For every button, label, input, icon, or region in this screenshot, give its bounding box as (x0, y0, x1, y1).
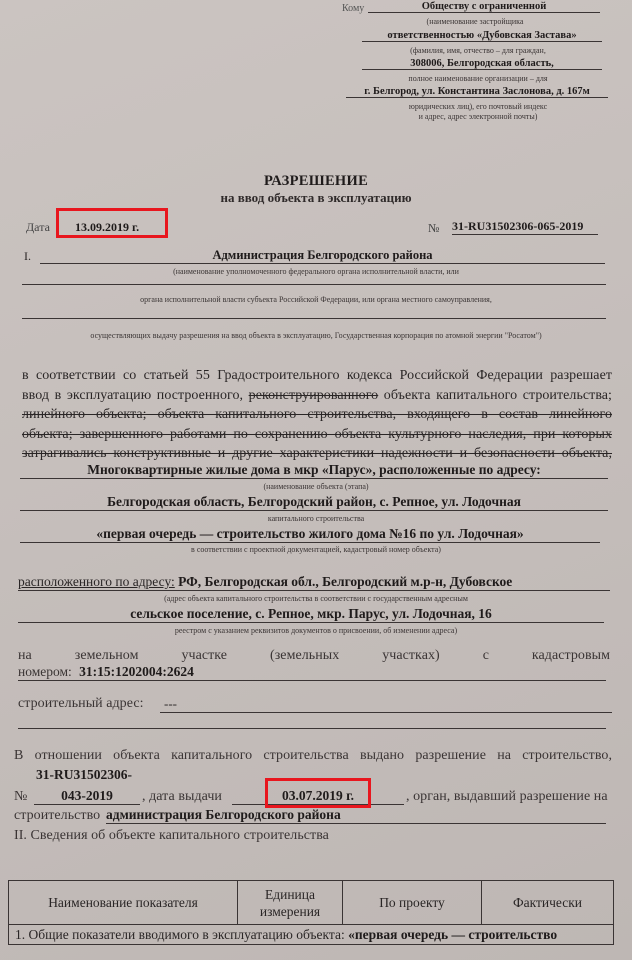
word: (земельных (270, 648, 340, 663)
issuing-org-value: администрация Белгородского района (106, 807, 606, 824)
date-value: 13.09.2019 г. (75, 220, 140, 234)
addressee-hint3: полное наименование организации – для (408, 74, 548, 83)
address-value-1: РФ, Белгородская обл., Белгородский м.р-н, Дубовское (178, 574, 513, 589)
issue-date-label: , дата выдачи (142, 789, 222, 804)
word: на (18, 648, 32, 663)
unit-line1: Единица (264, 886, 315, 902)
column-header-indicator: Наименование показателя (9, 881, 238, 925)
addressee-hint4: юридических лиц), его почтовый индекс (408, 102, 548, 111)
indicators-table (8, 880, 614, 945)
column-header-project: По проекту (343, 881, 482, 925)
blank-line (22, 318, 606, 319)
row-object-name: «первая очередь — строительство (348, 926, 558, 942)
object-name-line1: Многоквартирные жилые дома в мкр «Парус», расположенные по адресу: (20, 462, 608, 479)
authority-hint2: органа исполнительной власти субъекта Российской Федерации, или органа местного самоуправления, (140, 295, 492, 304)
section-i-number: I. (24, 249, 31, 263)
building-permit-number-label: № (14, 789, 28, 804)
build-address-value: --- (160, 696, 612, 713)
document-subtitle: на ввод объекта в эксплуатацию (220, 190, 412, 205)
section-ii-heading: II. Сведения об объекте капитального строительства (14, 828, 329, 843)
addressee-line2: ответственностью «Дубовская Застава» (362, 30, 602, 42)
text: ввод в эксплуатацию построенного, (22, 387, 249, 403)
legal-paragraph (22, 366, 612, 464)
paragraph-line4-struck: объекта; завершенного работами по сохранению объекта культурного наследия, при которых (22, 426, 612, 442)
word: земельном (74, 648, 139, 663)
document-title: РАЗРЕШЕНИЕ (263, 173, 369, 189)
text: объекта капитального строительства; (378, 387, 612, 403)
column-header-actual: Фактически (482, 881, 614, 925)
object-hint2: капитального строительства (267, 514, 365, 523)
cadastral-number: 31:15:1202004:2624 (79, 664, 194, 679)
land-plot-line (18, 648, 610, 664)
construction-label: строительство (14, 808, 101, 823)
addressee-line3: 308006, Белгородская область, (362, 58, 602, 70)
row-label: 1. Общие показатели вводимого в эксплуатацию объекта: (15, 926, 349, 942)
object-address-line1 (18, 574, 610, 591)
address-label: расположенного по адресу: (18, 574, 175, 589)
object-name-line3: «первая очередь — строительство жилого дома №16 по ул. Лодочная» (20, 526, 600, 543)
issuing-authority: Администрация Белгородского района (40, 248, 605, 264)
unit-line2: измерения (259, 903, 321, 919)
addressee-line1: Обществу с ограниченной (368, 1, 600, 13)
building-permit-number-part1: 31-RU31502306- (36, 767, 132, 782)
cadastral-line (18, 664, 606, 681)
table-row (9, 925, 614, 945)
date-label: Дата (26, 220, 50, 234)
address-hint1: (адрес объекта капитального строительства в соответствии с государственным адресным (164, 594, 468, 603)
paragraph-line2 (22, 386, 612, 406)
word: с (482, 648, 489, 663)
number-label: № (428, 221, 440, 235)
permit-number: 31-RU31502306-065-2019 (452, 219, 598, 235)
build-address-label: строительный адрес: (18, 696, 144, 711)
authority-hint1: (наименование уполномоченного федерального органа исполнительной власти, или (173, 267, 459, 276)
table-header-row (9, 881, 614, 925)
object-hint1: (наименование объекта (этапа) (263, 482, 369, 491)
addressee-hint5: и адрес, адрес электронной почты) (418, 112, 538, 121)
issue-date-value: 03.07.2019 г. (232, 788, 404, 805)
struck-text: реконструированного (248, 387, 379, 403)
blank-line (18, 728, 606, 729)
object-address-line2: сельское поселение, с. Репное, мкр. Парус, ул. Лодочная, 16 (18, 606, 604, 623)
addressee-hint2: (фамилия, имя, отчество – для граждан, (410, 46, 546, 55)
word: участках) (382, 648, 440, 663)
object-name-line2: Белгородская область, Белгородский район, с. Репное, ул. Лодочная (20, 494, 608, 511)
blank-line (22, 284, 606, 285)
table-row-general-indicators (9, 925, 614, 945)
issuing-org-label: , орган, выдавший разрешение на (406, 789, 608, 804)
object-hint3: в соответствии с проектной документацией, кадастровый номер объекта) (191, 545, 441, 554)
addressee-label: Кому (342, 3, 365, 14)
building-permit-number-part2: 043-2019 (34, 788, 140, 805)
word: кадастровым (531, 648, 610, 663)
permit-intro: В отношении объекта капитального строительства выдано разрешение на строительство, (14, 748, 612, 763)
date-highlight-box (56, 208, 168, 238)
cadastral-label: номером: (18, 664, 72, 679)
column-header-unit (238, 881, 343, 925)
authority-hint3: осуществляющих выдачу разрешения на ввод объекта в эксплуатацию, Государственная корпорация по атомной энергии "Росатом") (90, 331, 542, 340)
issue-date-highlight-box (265, 778, 371, 808)
addressee-hint1: (наименование застройщика (426, 17, 524, 26)
word: участке (181, 648, 228, 663)
paragraph-line3-struck: линейного объекта; объекта капитального строительства, входящего в состав линейного (22, 407, 612, 422)
paragraph-line5-struck: затрагивались конструктивные и другие характеристики надежности и безопасности объекта, (22, 446, 612, 461)
addressee-line4: г. Белгород, ул. Константина Заслонова, д. 167м (346, 86, 608, 98)
address-hint2: реестром с указанием реквизитов документов о присвоении, об изменении адреса) (174, 626, 458, 635)
paragraph-line1: в соответствии со статьей 55 Градостроительного кодекса Российской Федерации разрешает (22, 368, 612, 383)
